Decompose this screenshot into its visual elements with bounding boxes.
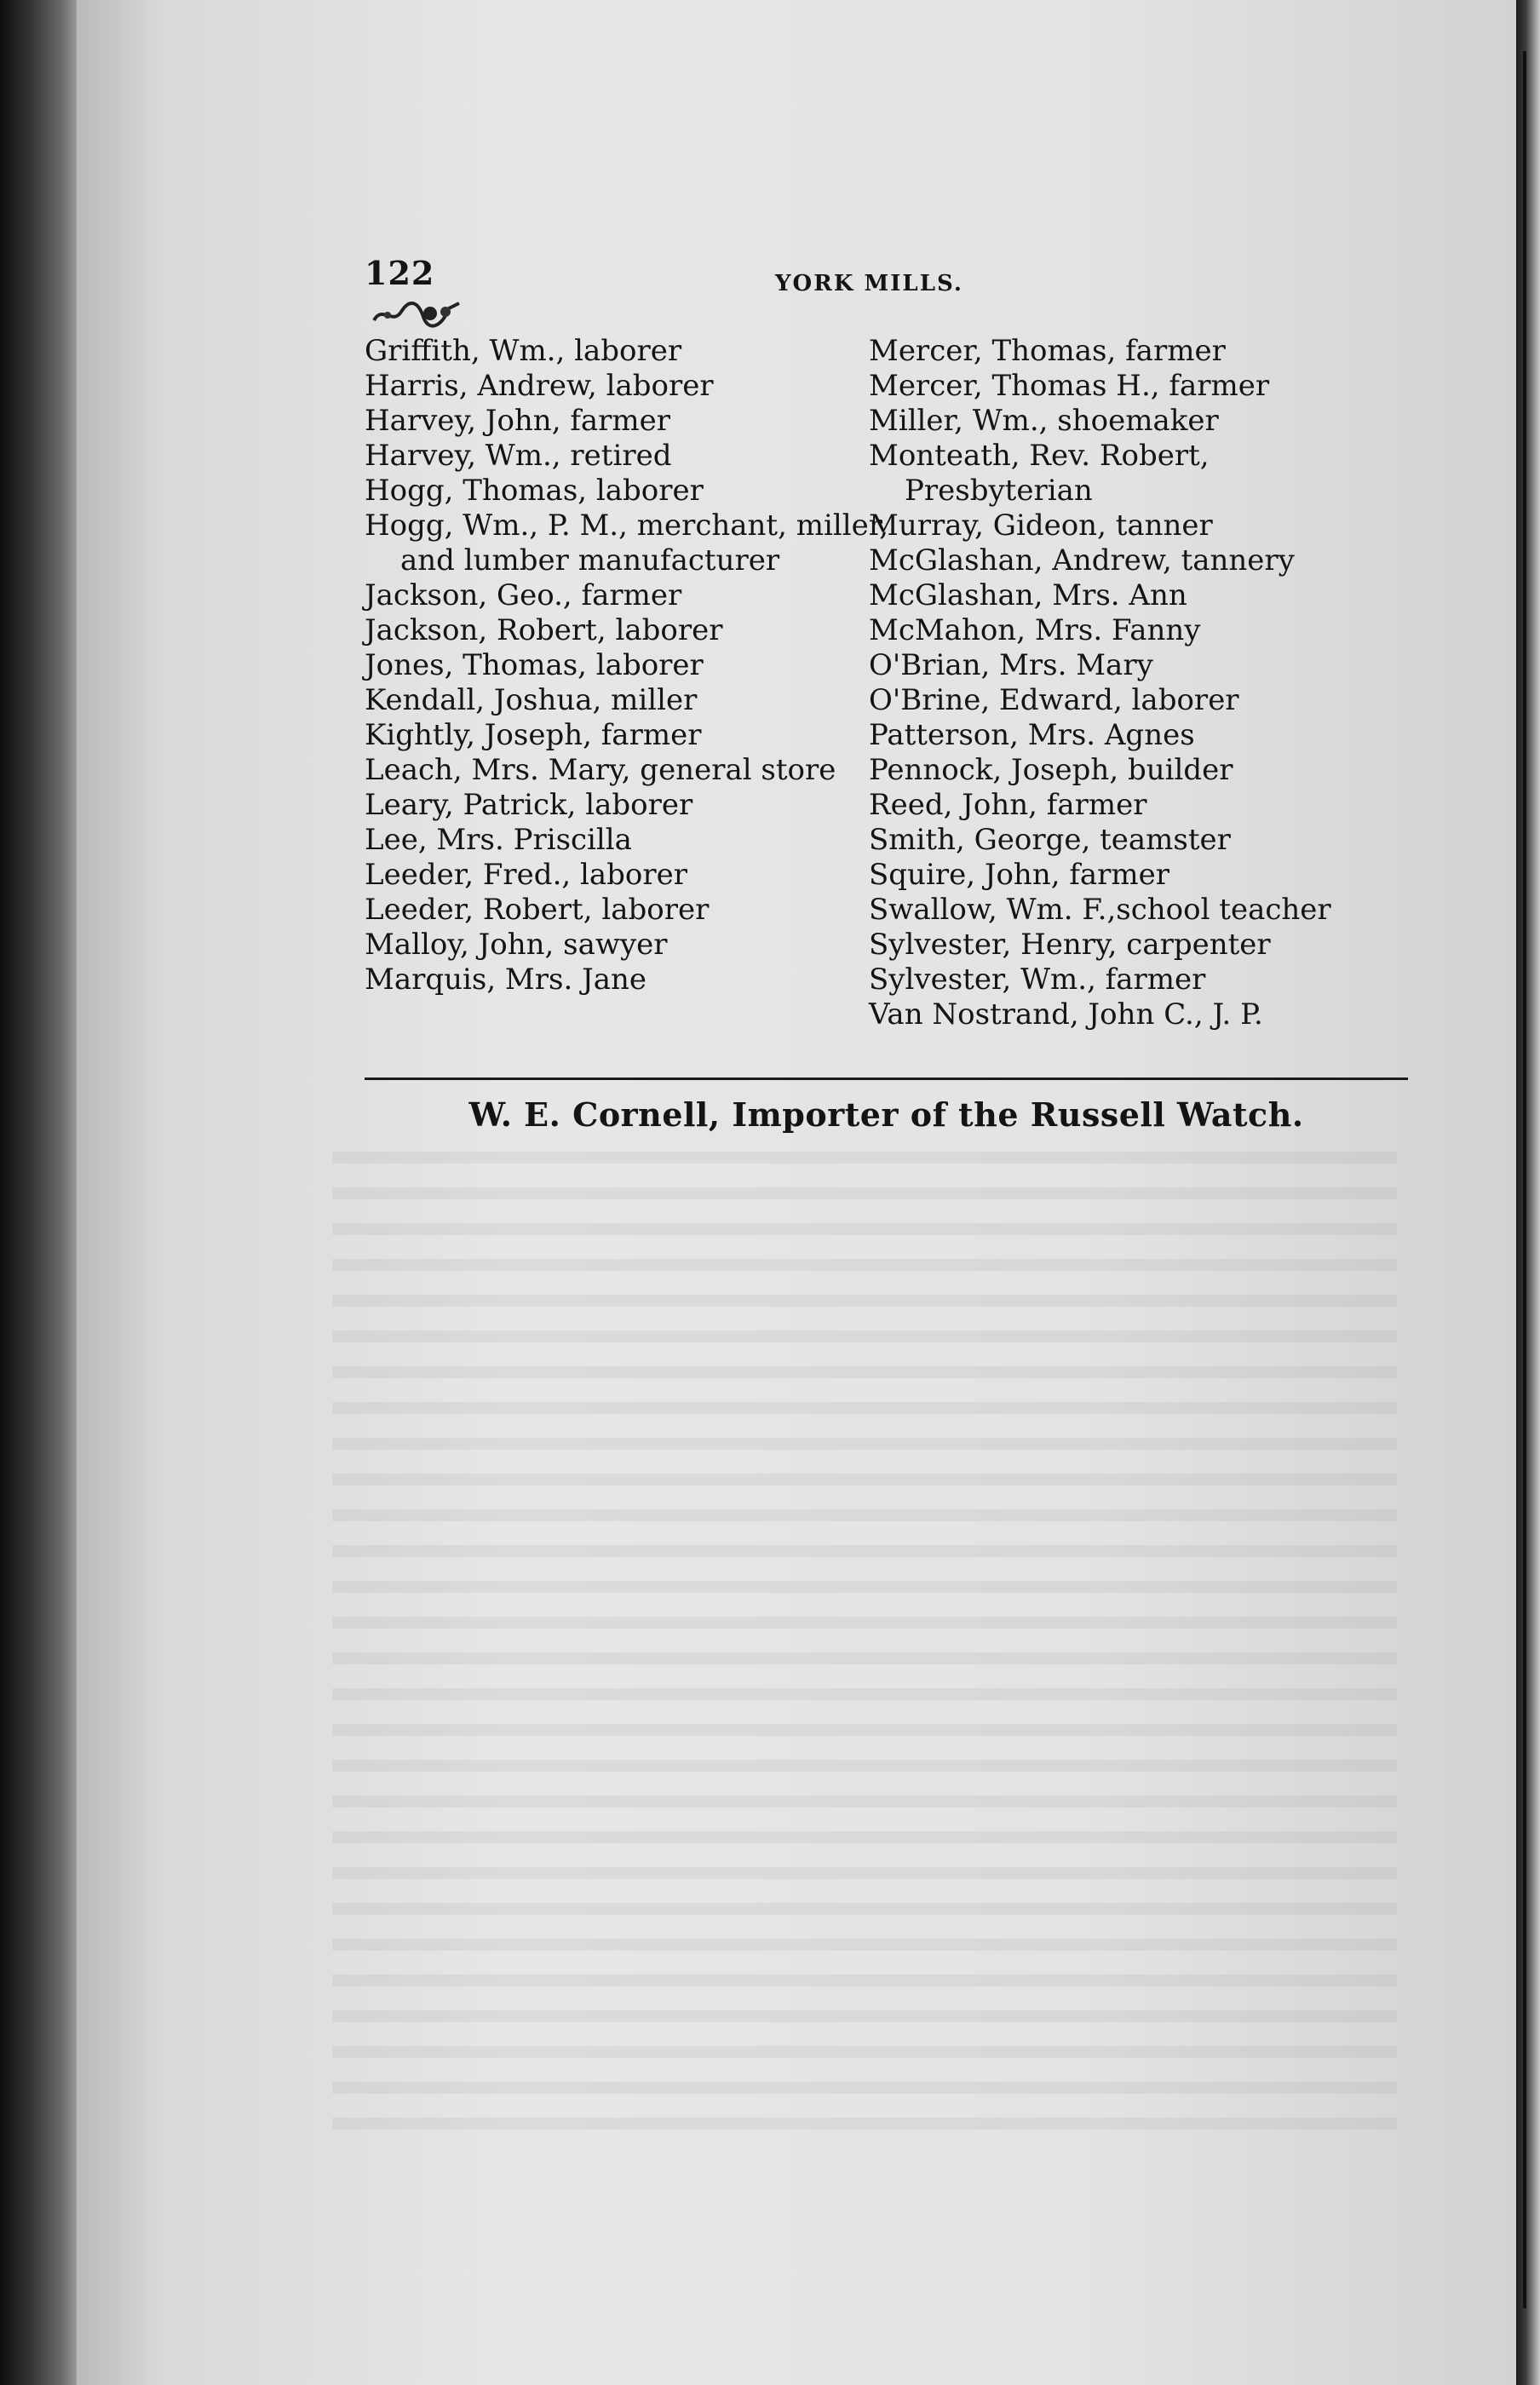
listing-entry: Kendall, Joshua, miller — [365, 683, 698, 717]
listing-entry: Jackson, Robert, laborer — [365, 613, 723, 647]
listing-entry: McGlashan, Andrew, tannery — [869, 543, 1295, 578]
listing-entry: Smith, George, teamster — [869, 823, 1231, 857]
listing-entry: Sylvester, Henry, carpenter — [869, 928, 1271, 962]
listing-entry: O'Brine, Edward, laborer — [869, 683, 1239, 717]
book-binding-edge — [0, 0, 77, 2385]
listing-entry: Swallow, Wm. F.,school teacher — [869, 893, 1331, 927]
divider-rule — [365, 1078, 1408, 1080]
listing-entry: Jackson, Geo., farmer — [365, 578, 682, 612]
listing-entry: Leary, Patrick, laborer — [365, 788, 693, 822]
listing-entry: Leeder, Robert, laborer — [365, 893, 710, 927]
right-column-listings — [869, 334, 1405, 1032]
listing-entry: Malloy, John, sawyer — [365, 928, 668, 962]
listing-entry: Hogg, Wm., P. M., merchant, miller, and lumber manufacturer — [365, 509, 889, 578]
listing-entry: Miller, Wm., shoemaker — [869, 404, 1219, 438]
listing-entry: Leeder, Fred., laborer — [365, 858, 687, 892]
listing-entry: Griffith, Wm., laborer — [365, 334, 682, 368]
listing-entry: Kightly, Joseph, farmer — [365, 718, 702, 752]
listing-entry: Reed, John, farmer — [869, 788, 1147, 822]
listing-entry: Jones, Thomas, laborer — [365, 648, 704, 682]
listing-entry: Lee, Mrs. Priscilla — [365, 823, 632, 857]
listing-entry: Monteath, Rev. Robert, Presbyterian — [869, 439, 1210, 508]
listing-entry: Marquis, Mrs. Jane — [365, 963, 646, 997]
listing-entry: Van Nostrand, John C., J. P. — [869, 997, 1263, 1032]
listing-entry: Patterson, Mrs. Agnes — [869, 718, 1195, 752]
listing-entry: Hogg, Thomas, laborer — [365, 474, 704, 508]
ornament-flourish — [371, 296, 463, 330]
directory-page — [77, 0, 1516, 2385]
bleed-through-text — [332, 1150, 1397, 2129]
listing-entry: O'Brian, Mrs. Mary — [869, 648, 1153, 682]
listing-entry: Mercer, Thomas, farmer — [869, 334, 1226, 368]
page-number: 122 — [365, 254, 435, 292]
listing-entry: Harvey, Wm., retired — [365, 439, 672, 473]
listing-entry: Squire, John, farmer — [869, 858, 1170, 892]
left-column-listings — [365, 334, 901, 997]
listing-entry: Murray, Gideon, tanner — [869, 509, 1213, 543]
listing-entry: Pennock, Joseph, builder — [869, 753, 1233, 787]
listing-entry: McMahon, Mrs. Fanny — [869, 613, 1201, 647]
advertisement-line: W. E. Cornell, Importer of the Russell Watch. — [468, 1095, 1304, 1134]
listing-entry: Harvey, John, farmer — [365, 404, 671, 438]
listing-entry: Leach, Mrs. Mary, general store — [365, 753, 836, 787]
listing-entry: Mercer, Thomas H., farmer — [869, 369, 1270, 403]
page-right-edge — [1516, 0, 1540, 2385]
listing-entry: Sylvester, Wm., farmer — [869, 963, 1206, 997]
listing-entry: Harris, Andrew, laborer — [365, 369, 714, 403]
listing-entry: McGlashan, Mrs. Ann — [869, 578, 1187, 612]
running-header: YORK MILLS. — [775, 271, 963, 296]
